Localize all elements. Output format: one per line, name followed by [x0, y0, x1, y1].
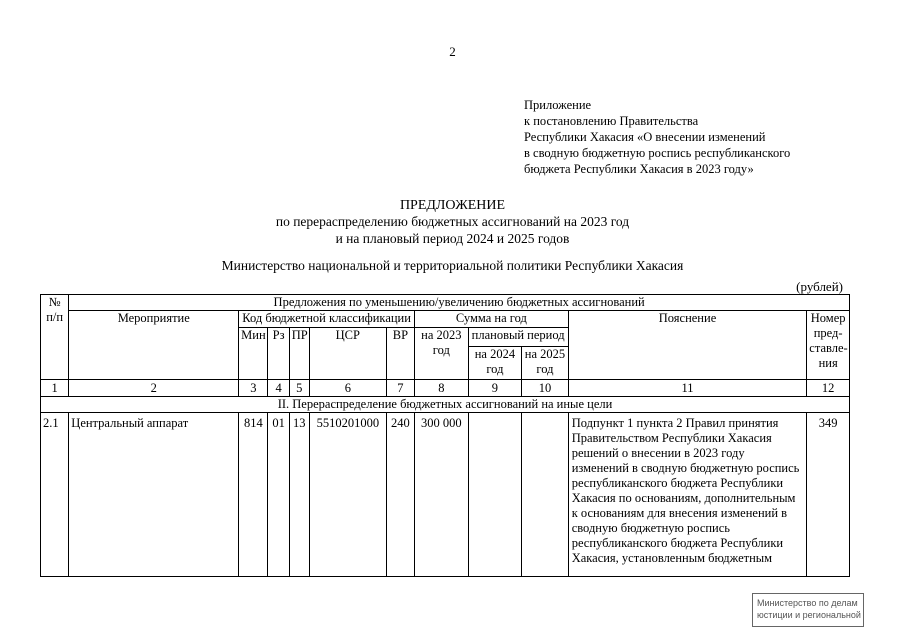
header-year-2025: на 2025 год [522, 347, 569, 380]
row-explanation: Подпункт 1 пункта 2 Правил принятия Правительством Республики Хакасия решений о внесении в 2023 году изменений в сводную бюджетную роспись республиканского бюджета Республики Хакасия по основаниям, дополнительным к основаниям для внесения изменений в сводную бюджетную роспись республиканского бюджета Республики Хакасия, установленным бюджетным [568, 413, 807, 577]
header-planning-period: плановый период [468, 328, 568, 347]
row-sum-2023: 300 000 [415, 413, 469, 577]
column-number: 5 [289, 380, 309, 397]
header-csr: ЦСР [309, 328, 386, 380]
header-vr: ВР [386, 328, 414, 380]
header-num: № п/п [41, 295, 69, 380]
header-year-2023: на 2023 год [415, 328, 469, 380]
row-activity: Центральный аппарат [69, 413, 239, 577]
column-number: 9 [468, 380, 522, 397]
column-number: 2 [69, 380, 239, 397]
appendix-line-1: Приложение [524, 98, 592, 112]
header-activity: Мероприятие [69, 311, 239, 380]
header-min: Мин [239, 328, 268, 380]
row-rz: 01 [268, 413, 289, 577]
row-csr: 5510201000 [309, 413, 386, 577]
appendix-line-4: в сводную бюджетную роспись республиканского [524, 146, 791, 160]
section-title: II. Перераспределение бюджетных ассигнований на иные цели [41, 397, 850, 413]
header-proposals: Предложения по уменьшению/увеличению бюджетных ассигнований [69, 295, 850, 311]
appendix-line-2: к постановлению Правительства [524, 114, 699, 128]
page-number: 2 [449, 44, 456, 59]
table-row [41, 413, 850, 577]
row-submission-number: 349 [807, 413, 850, 577]
document-title: ПРЕДЛОЖЕНИЕ [399, 198, 506, 213]
header-year-2024: на 2024 год [468, 347, 522, 380]
header-submission-number: Номер пред-ставле-ния [807, 311, 850, 380]
row-sum-2025 [522, 413, 569, 577]
column-number: 1 [41, 380, 69, 397]
header-pr: ПР [289, 328, 309, 380]
column-number: 3 [239, 380, 268, 397]
row-num: 2.1 [41, 413, 69, 577]
units-label: (рублей) [796, 279, 843, 294]
budget-table [40, 294, 850, 577]
appendix-line-3: Республики Хакасия «О внесении изменений [524, 130, 766, 144]
row-pr: 13 [289, 413, 309, 577]
header-explanation: Пояснение [568, 311, 807, 380]
header-sum-per-year: Сумма на год [415, 311, 569, 328]
column-number: 11 [568, 380, 807, 397]
column-number: 8 [415, 380, 469, 397]
ministry-name: Министерство национальной и территориальной политики Республики Хакасия [221, 258, 684, 273]
stamp-line-1: Министерство по делам [757, 598, 858, 608]
row-sum-2024 [468, 413, 522, 577]
stamp-line-2: юстиции и региональной [757, 610, 861, 620]
column-number: 7 [386, 380, 414, 397]
document-subtitle-line-1: по перераспределению бюджетных ассигнований на 2023 год [275, 214, 630, 229]
row-min: 814 [239, 413, 268, 577]
column-number: 6 [309, 380, 386, 397]
registration-stamp [752, 593, 864, 627]
column-number: 10 [522, 380, 569, 397]
row-vr: 240 [386, 413, 414, 577]
column-number: 12 [807, 380, 850, 397]
header-budget-code: Код бюджетной классификации [239, 311, 415, 328]
appendix-line-5: бюджета Республики Хакасия в 2023 году» [524, 162, 754, 176]
column-number: 4 [268, 380, 289, 397]
document-subtitle-line-2: и на плановый период 2024 и 2025 годов [335, 231, 570, 246]
header-rz: Рз [268, 328, 289, 380]
